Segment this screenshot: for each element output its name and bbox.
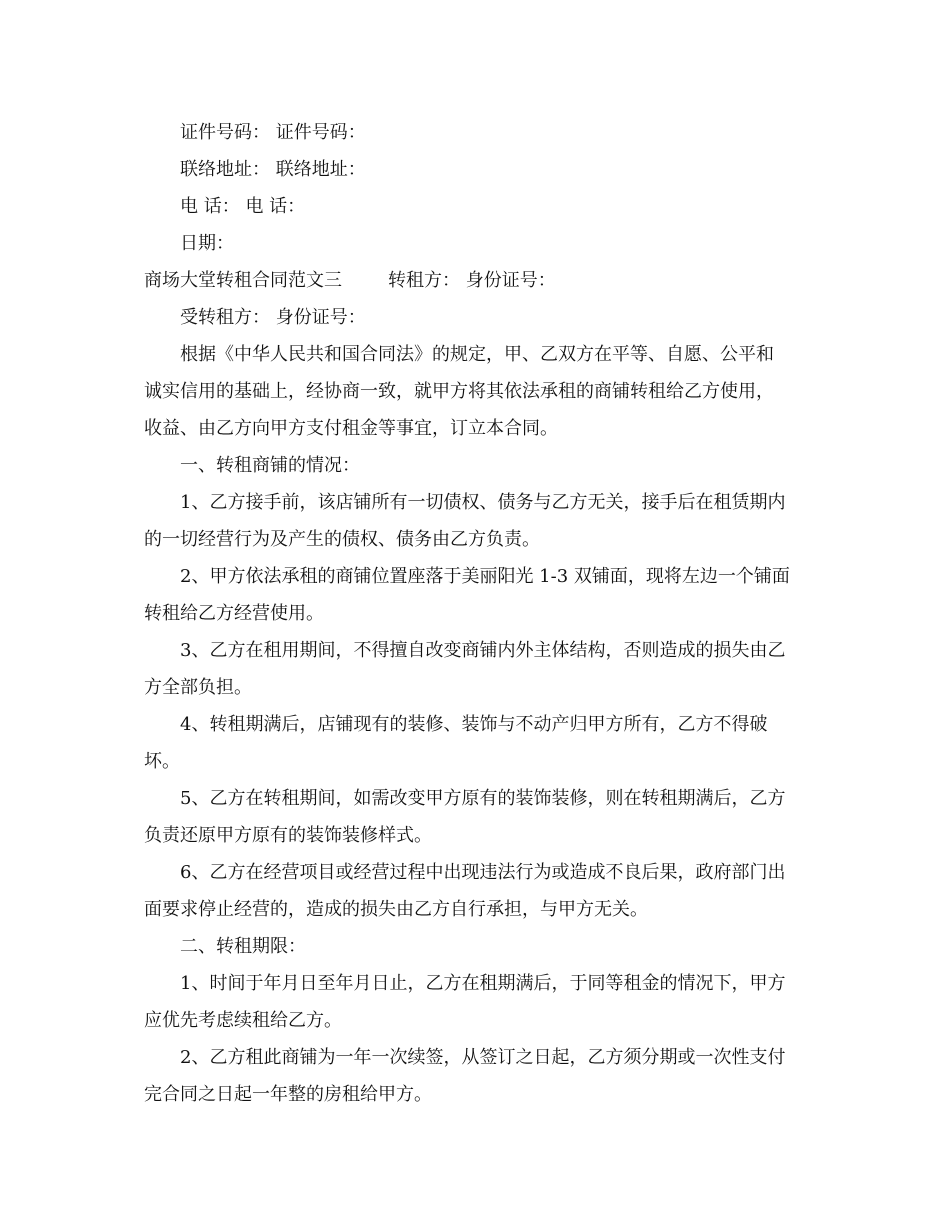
text-line: 证件号码： 证件号码：	[180, 122, 366, 143]
text-line: 面要求停止经营的，造成的损失由乙方自行承担，与甲方无关。	[144, 899, 648, 920]
text-line: 转租给乙方经营使用。	[144, 603, 324, 624]
text-line: 联络地址： 联络地址：	[180, 159, 366, 180]
text-line: 电 话： 电 话：	[180, 196, 306, 217]
title-line	[144, 262, 806, 299]
text-line: 方全部负担。	[144, 677, 252, 698]
text-line: 的一切经营行为及产生的债权、债务由乙方负责。	[144, 529, 540, 550]
text-line: 1、乙方接手前，该店铺所有一切债权、债务与乙方无关，接手后在租赁期内	[180, 492, 786, 513]
text-line: 3、乙方在租用期间，不得擅自改变商铺内外主体结构，否则造成的损失由乙	[180, 640, 786, 661]
text-line: 完合同之日起一年整的房租给甲方。	[144, 1084, 432, 1105]
section-heading: 一、转租商铺的情况：	[180, 455, 360, 476]
text-line: 诚实信用的基础上，经协商一致，就甲方将其依法承租的商铺转租给乙方使用，	[144, 381, 774, 402]
text-line: 5、乙方在转租期间，如需改变甲方原有的装饰装修，则在转租期满后，乙方	[180, 788, 786, 809]
section-heading: 二、转租期限：	[180, 936, 306, 957]
text-line: 2、乙方租此商铺为一年一次续签，从签订之日起，乙方须分期或一次性支付	[180, 1047, 786, 1068]
text-line: 收益、由乙方向甲方支付租金等事宜，订立本合同。	[144, 418, 558, 439]
text-line: 4、转租期满后，店铺现有的装修、装饰与不动产归甲方所有，乙方不得破	[180, 714, 768, 735]
text-line: 6、乙方在经营项目或经营过程中出现违法行为或造成不良后果，政府部门出	[180, 862, 786, 883]
text-line: 根据《中华人民共和国合同法》的规定，甲、乙双方在平等、自愿、公平和	[180, 344, 774, 365]
text-line: 2、甲方依法承租的商铺位置座落于美丽阳光 1-3 双铺面，现将左边一个铺面	[180, 566, 790, 587]
text-line: 受转租方： 身份证号：	[180, 307, 366, 328]
text-line: 负责还原甲方原有的装饰装修样式。	[144, 825, 432, 846]
sublessor-id-label: 转租方： 身份证号：	[388, 270, 556, 291]
text-line: 日期：	[180, 233, 234, 254]
text-line: 1、时间于年月日至年月日止，乙方在租期满后，于同等租金的情况下，甲方	[180, 973, 786, 994]
text-line: 应优先考虑续租给乙方。	[144, 1010, 342, 1031]
text-line: 坏。	[144, 751, 180, 772]
contract-title: 商场大堂转租合同范文三	[144, 270, 342, 291]
